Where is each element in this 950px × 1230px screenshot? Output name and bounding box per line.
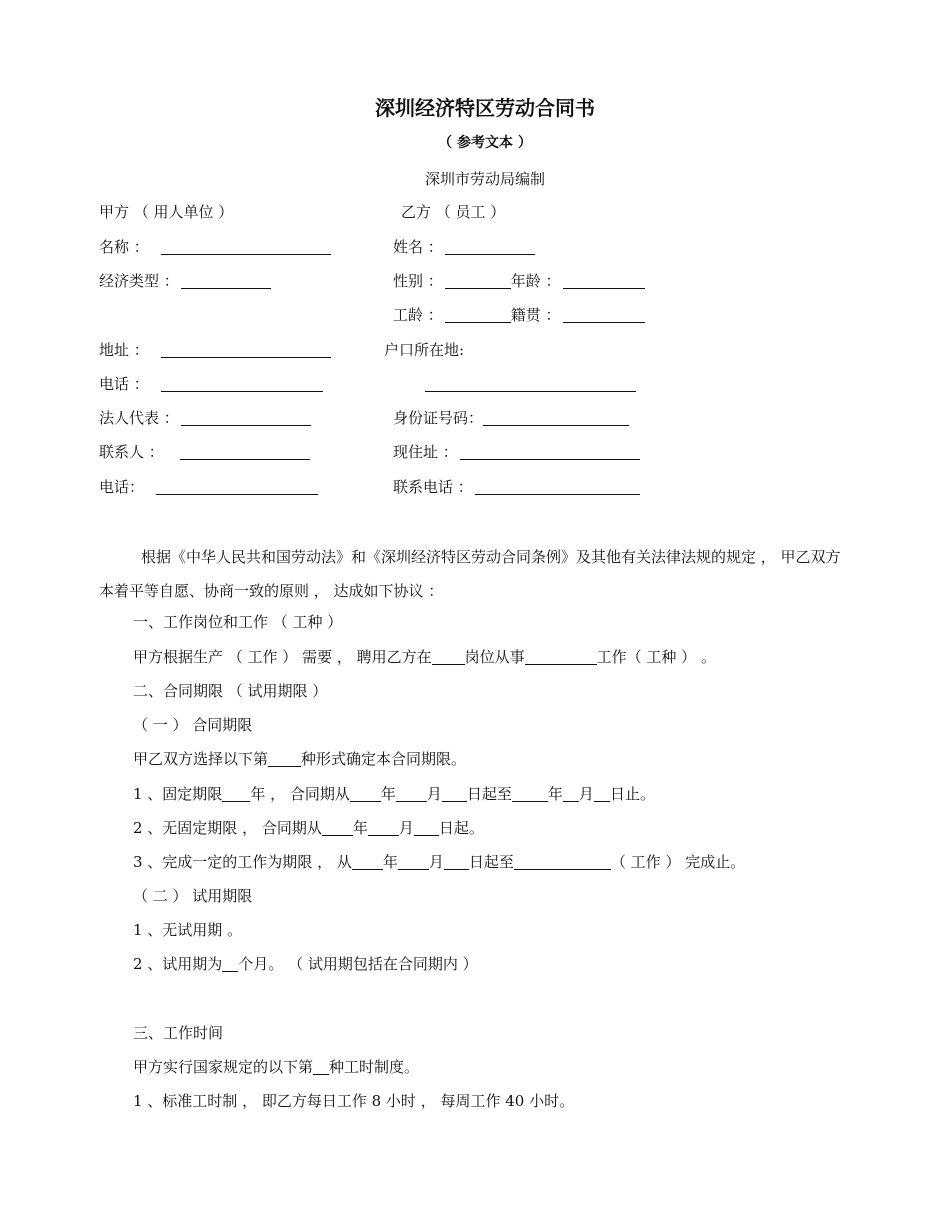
open-text-a: 2 、无固定期限 ， 合同期从 <box>133 819 322 837</box>
compiler-line: 深圳市劳动局编制 <box>424 170 545 188</box>
party-a-name-label: 名称 ： <box>99 238 149 256</box>
fixed-end-day-blank <box>594 785 610 802</box>
s1-work-blank <box>525 648 597 665</box>
s3-text-a: 甲方实行国家规定的以下第 <box>133 1058 314 1076</box>
fixed-year-unit: 年 <box>380 785 396 803</box>
party-a-contact-row <box>99 442 310 462</box>
party-b-seniority-label: 工龄 ： <box>393 306 443 324</box>
party-b-id-row <box>393 408 629 428</box>
s1-text-b: 岗位从事 <box>464 648 525 666</box>
fixed-start-year-blank <box>350 785 381 802</box>
party-a-heading: 甲方 （ 用人单位 ） <box>99 203 234 221</box>
party-a-name-blank <box>161 238 331 255</box>
probation-2-text-a: 2 、试用期为 <box>133 955 223 973</box>
party-a-econ-row <box>99 271 271 291</box>
party-a-address-row <box>99 340 331 360</box>
party-b-name-row <box>393 237 535 257</box>
open-month-blank <box>368 819 399 836</box>
party-b-native-place-blank <box>563 306 645 323</box>
party-b-gender-label: 性别 ： <box>393 272 443 290</box>
probation-months-blank <box>222 955 238 972</box>
s3-choice-blank <box>313 1058 329 1075</box>
section-2-sub-2: （ 二 ） 试用期限 <box>133 887 253 905</box>
party-b-native-place-label: 籍贯 ： <box>510 306 561 324</box>
fixed-end-year-blank <box>512 785 548 802</box>
section-2-sub-1: （ 一 ） 合同期限 <box>133 716 253 734</box>
party-a-phone2-label: 电话： <box>99 478 145 496</box>
fixed-end-day-text: 日止。 <box>609 785 655 803</box>
section-2-choose-line <box>133 749 466 769</box>
s2-choose-a: 甲乙双方选择以下第 <box>133 750 269 768</box>
fixed-text-b: 年 ， 合同期从 <box>250 785 350 803</box>
fixed-start-day-blank <box>442 785 467 802</box>
party-a-phone2-row <box>99 477 318 497</box>
section-3-line <box>133 1057 419 1077</box>
party-b-name-blank <box>445 238 535 255</box>
party-a-address-blank <box>161 341 331 358</box>
party-b-seniority-row <box>393 305 645 325</box>
task-start-text: 日起至 <box>468 853 514 871</box>
s1-text-a: 甲方根据生产 （ 工作 ） 需要 ， 聘用乙方在 <box>133 648 432 666</box>
fixed-start-month-blank <box>396 785 427 802</box>
fixed-end-month-unit: 月 <box>578 785 594 803</box>
fixed-text-a: 1 、固定期限 <box>133 785 223 803</box>
task-month-blank <box>398 853 429 870</box>
party-b-gender-blank <box>445 272 511 289</box>
fixed-start-day-text: 日起至 <box>466 785 512 803</box>
open-month-unit: 月 <box>398 819 414 837</box>
party-b-current-address-row <box>393 442 640 462</box>
party-a-econ-type-label: 经济类型 ： <box>99 272 179 290</box>
party-a-phone-row <box>99 374 323 394</box>
party-b-hukou-row <box>425 374 636 394</box>
document-subtitle: （ 参考文本 ） <box>438 135 532 151</box>
task-end-text: （ 工作 ） 完成止。 <box>610 853 746 871</box>
open-term-line <box>133 818 484 838</box>
fixed-month-unit: 月 <box>426 785 442 803</box>
party-a-contact-label: 联系人 ： <box>99 443 164 461</box>
party-a-phone2-blank <box>156 478 318 495</box>
party-a-legal-rep-row <box>99 408 311 428</box>
task-day-blank <box>444 853 469 870</box>
task-work-blank <box>514 853 611 870</box>
section-1-line <box>133 647 716 667</box>
party-b-name-label: 姓名 ： <box>393 238 443 256</box>
s1-post-blank <box>432 648 465 665</box>
party-b-gender-age-row <box>393 271 645 291</box>
open-day-blank <box>414 819 439 836</box>
open-year-unit: 年 <box>352 819 368 837</box>
s1-text-c: 工作（ 工种 ） 。 <box>596 648 716 666</box>
probation-item-2 <box>133 954 478 974</box>
section-3-item-1: 1 、标准工时制 ， 即乙方每日工作 8 小时 ， 每周工作 40 小时。 <box>133 1092 575 1110</box>
open-end-text: 日起。 <box>438 819 484 837</box>
fixed-end-month-blank <box>563 785 579 802</box>
party-b-contact-phone-blank <box>475 478 640 495</box>
party-a-address-label: 地址 ： <box>99 341 149 359</box>
party-b-age-blank <box>563 272 645 289</box>
task-year-blank <box>352 853 383 870</box>
task-month-unit: 月 <box>428 853 444 871</box>
section-3-heading: 三、工作时间 <box>133 1024 224 1042</box>
party-a-econ-type-blank <box>181 272 271 289</box>
task-year-unit: 年 <box>382 853 398 871</box>
party-b-hukou-blank <box>425 375 636 392</box>
party-b-id-blank <box>483 409 629 426</box>
party-b-current-address-blank <box>460 443 640 460</box>
section-2-heading: 二、合同期限 （ 试用期限 ） <box>133 682 328 700</box>
task-term-line <box>133 852 745 872</box>
open-year-blank <box>322 819 353 836</box>
fixed-term-line <box>133 784 655 804</box>
section-1-heading: 一、工作岗位和工作 （ 工种 ） <box>133 613 343 631</box>
party-a-phone-blank <box>161 375 323 392</box>
party-a-name-row <box>99 237 331 257</box>
task-text-a: 3 、完成一定的工作为期限 ， 从 <box>133 853 352 871</box>
party-a-contact-blank <box>180 443 310 460</box>
party-b-heading: 乙方 （ 员工 ） <box>401 203 506 221</box>
probation-item-1: 1 、无试用期 。 <box>133 921 243 939</box>
intro-paragraph: 根据《中华人民共和国劳动法》和《深圳经济特区劳动合同条例》及其他有关法律法规的规定 ， 甲乙双方本着平等自愿、协商一致的原则 ， 达成如下协议 ： <box>99 548 841 600</box>
party-a-legal-rep-label: 法人代表 ： <box>99 409 179 427</box>
party-b-contact-phone-label: 联系电话 ： <box>393 478 473 496</box>
s2-choose-blank <box>268 750 301 767</box>
s2-choose-b: 种形式确定本合同期限。 <box>301 750 467 768</box>
document-title: 深圳经济特区劳动合同书 <box>375 96 595 120</box>
fixed-years-blank <box>222 785 250 802</box>
s3-text-b: 种工时制度。 <box>329 1058 420 1076</box>
party-b-seniority-blank <box>445 306 511 323</box>
party-b-contact-phone-row <box>393 477 640 497</box>
fixed-end-year-unit: 年 <box>547 785 563 803</box>
party-b-current-address-label: 现住址 ： <box>393 443 458 461</box>
party-b-hukou-label: 户口所在地: <box>384 341 465 359</box>
party-a-legal-rep-blank <box>181 409 311 426</box>
party-b-id-label: 身份证号码： <box>393 409 484 427</box>
party-b-age-label: 年龄 ： <box>510 272 561 290</box>
party-a-phone-label: 电话 ： <box>99 375 149 393</box>
probation-2-text-b: 个月。 （ 试用期包括在合同期内 ） <box>238 955 478 973</box>
